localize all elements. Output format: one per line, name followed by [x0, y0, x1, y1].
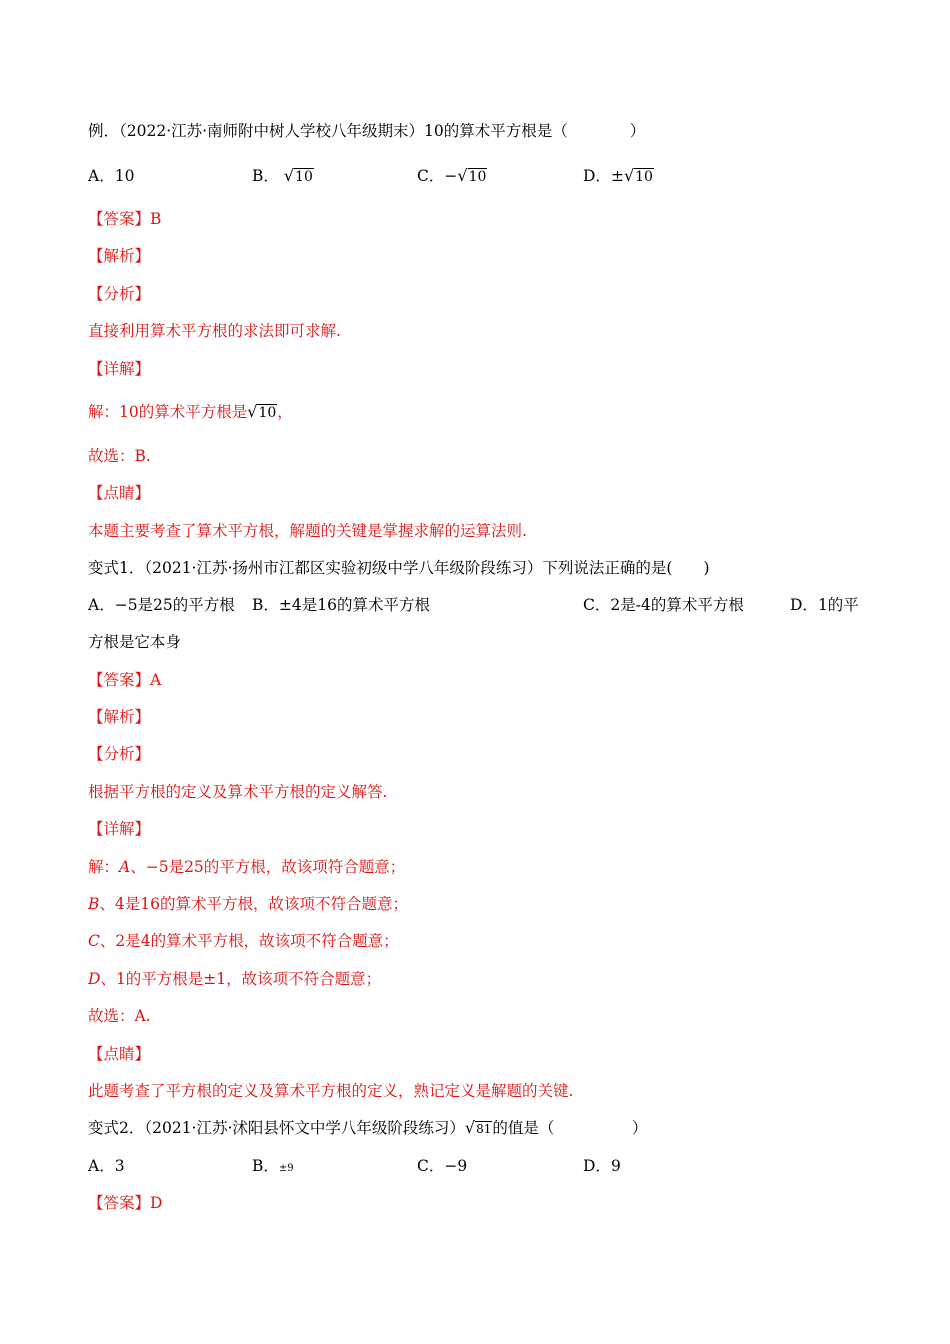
example-comment-header: 【点睛】: [88, 484, 151, 502]
example-detail-text: [88, 401, 293, 424]
option-label: D．: [583, 1157, 611, 1175]
question-suffix: 的值是（ ）: [492, 1119, 648, 1137]
example-question: 例．（2022·江苏·南师附中树人学校八年级期末）10的算术平方根是（ ）: [88, 122, 646, 140]
option-label: A．: [88, 1157, 115, 1175]
variant1-comment-text: 此题考查了平方根的定义及算术平方根的定义，熟记定义是解题的关键.: [88, 1082, 574, 1100]
variant1-fenxi-header: 【分析】: [88, 745, 151, 763]
option-label: B．: [252, 596, 279, 614]
option-text: −9: [444, 1157, 468, 1175]
item-letter: D: [88, 970, 101, 988]
variant1-option-a: [88, 594, 235, 616]
option-text: 9: [610, 1157, 621, 1175]
detail-prefix: 解：10的算术平方根是: [88, 403, 248, 421]
question-prefix: 变式2．（2021·江苏·沭阳县怀文中学八年级阶段练习）: [88, 1119, 465, 1137]
detail-text: 、2是4的算术平方根，故该项不符合题意；: [99, 932, 399, 950]
detail-text: 、4是16的算术平方根，故该项不符合题意；: [99, 895, 408, 913]
option-text: 3: [114, 1157, 125, 1175]
option-text: −5是25的平方根: [114, 596, 235, 614]
option-label: C．: [417, 1157, 445, 1175]
item-letter: B: [88, 895, 100, 913]
option-label: D．: [790, 596, 818, 614]
variant1-question: 变式1．（2021·江苏·扬州市江都区实验初级中学八年级阶段练习）下列说法正确的是( ): [88, 559, 710, 577]
sqrt-expression: √10: [457, 166, 487, 185]
example-option-a: [88, 165, 134, 187]
variant1-comment-header: 【点睛】: [88, 1045, 151, 1063]
variant2-option-d: [583, 1155, 621, 1177]
variant2-question: [88, 1117, 647, 1140]
variant1-fenxi-text: 根据平方根的定义及算术平方根的定义解答.: [88, 783, 388, 801]
option-label: B．: [252, 1157, 279, 1175]
variant1-detail-header: 【详解】: [88, 820, 151, 838]
variant2-option-c: [417, 1155, 467, 1177]
example-detail-header: 【详解】: [88, 360, 151, 378]
option-label: C．: [583, 596, 611, 614]
variant2-option-b: [252, 1155, 294, 1180]
variant1-detail-line-b: [88, 893, 408, 915]
item-letter: C: [88, 932, 100, 950]
example-fenxi-header: 【分析】: [88, 285, 151, 303]
radicand: 10: [635, 169, 653, 185]
sqrt-expression: √10: [247, 402, 277, 421]
variant1-option-b: [252, 594, 430, 616]
example-fenxi-text: 直接利用算术平方根的求法即可求解.: [88, 322, 341, 340]
sqrt-expression: √10: [623, 166, 653, 185]
variant1-option-wrap: 方根是它本身: [88, 633, 182, 651]
option-label: C．: [417, 167, 445, 185]
variant1-option-c: [583, 594, 744, 616]
option-text: 10: [114, 167, 135, 185]
option-label: A．: [88, 167, 115, 185]
variant1-option-d: [790, 594, 859, 616]
variant1-analysis-header: 【解析】: [88, 708, 151, 726]
example-comment-text: 本题主要考查了算术平方根，解题的关键是掌握求解的运算法则.: [88, 522, 527, 540]
sqrt-expression: √10: [283, 166, 313, 185]
option-label: A．: [88, 596, 115, 614]
sign: ±: [610, 167, 624, 185]
example-option-d: [583, 165, 654, 188]
variant2-option-a: [88, 1155, 125, 1177]
example-answer: 【答案】B: [88, 210, 162, 228]
variant1-detail-line-a: [88, 856, 405, 878]
example-option-c: [417, 165, 487, 188]
detail-text: 、1的平方根是±1，故该项不符合题意；: [100, 970, 382, 988]
example-analysis-header: 【解析】: [88, 247, 151, 265]
sign: −: [444, 167, 458, 185]
radicand: 10: [468, 169, 487, 185]
example-choose: 故选：B.: [88, 447, 151, 465]
variant2-answer: 【答案】D: [88, 1194, 163, 1212]
variant1-detail-line-c: [88, 930, 399, 952]
sqrt-expression: √81: [464, 1118, 492, 1137]
radicand: 10: [295, 169, 313, 185]
radicand: 81: [476, 1122, 492, 1136]
option-text: ±4是16的算术平方根: [278, 596, 430, 614]
variant1-choose: 故选：A.: [88, 1007, 151, 1025]
option-text: ±9: [278, 1163, 294, 1174]
variant1-detail-line-d: [88, 968, 381, 990]
option-text: 2是-4的算术平方根: [610, 596, 744, 614]
variant1-answer: 【答案】A: [88, 671, 162, 689]
item-letter: A: [119, 858, 131, 876]
example-option-b: [252, 165, 314, 188]
option-text: 1的平: [817, 596, 859, 614]
detail-text: 、−5是25的平方根，故该项符合题意；: [130, 858, 406, 876]
detail-prefix: 解：: [88, 858, 120, 876]
radicand: 10: [258, 405, 277, 421]
option-label: B．: [252, 167, 279, 185]
option-label: D．: [583, 167, 611, 185]
detail-suffix: ，: [277, 403, 293, 421]
